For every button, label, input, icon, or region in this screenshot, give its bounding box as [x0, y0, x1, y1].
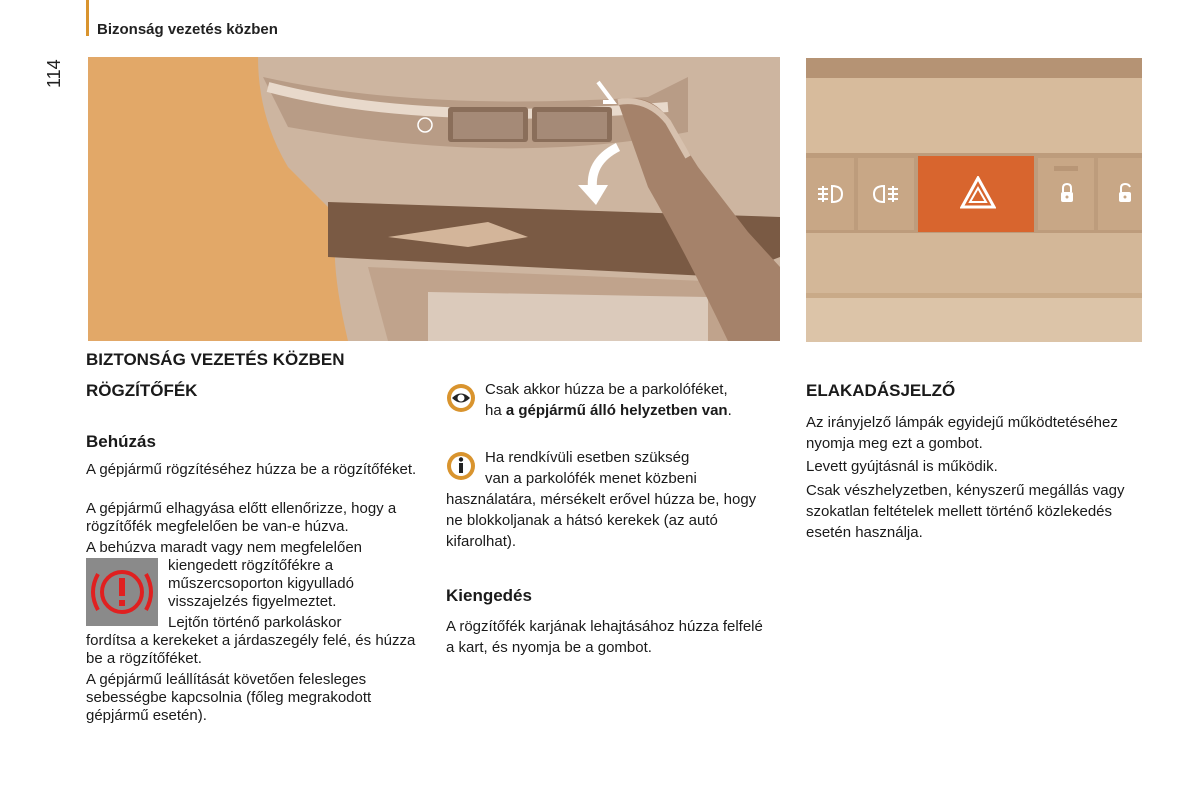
- eye-icon: [446, 383, 476, 413]
- hazard-heading-text: ELAKADÁSJELZŐ: [806, 381, 956, 400]
- note-1-line-2-post: .: [727, 402, 732, 419]
- col1-paragraph-3-line-3: visszajelzés figyelmeztet.: [168, 593, 337, 610]
- note-1-line-2: [485, 400, 732, 421]
- col2-paragraph-1: A rögzítőfék karjának lehajtásához húzza felfelé a kart, és nyomja be a gombot.: [446, 618, 763, 656]
- section-header: Bizonság vezetés közben: [97, 21, 278, 38]
- sub-heading: [86, 381, 197, 401]
- col1-paragraph-3-line-1: kiengedett rögzítőfékre a: [168, 557, 334, 574]
- note-2-line-1: Ha rendkívüli esetben szükség: [485, 449, 690, 466]
- hazard-heading: [806, 381, 955, 401]
- kiengedes-heading-text: Kiengedés: [446, 586, 532, 605]
- main-heading: [86, 350, 345, 370]
- behuzas-heading-text: Behúzás: [86, 432, 156, 451]
- hazard-triangle-icon[interactable]: [960, 176, 996, 210]
- col3-paragraph-2: Levett gyújtásnál is működik.: [806, 458, 998, 475]
- rear-fog-light-icon: [870, 182, 902, 206]
- behuzas-heading: [86, 432, 156, 452]
- note-1-line-1: Csak akkor húzza be a parkolóféket,: [485, 381, 728, 398]
- fog-light-icon: [814, 182, 846, 206]
- page-number: 114: [44, 59, 64, 88]
- main-heading-text: BIZTONSÁG VEZETÉS KÖZBEN: [86, 350, 345, 369]
- col1-paragraph-1: A gépjármű rögzítéséhez húzza be a rögzítőféket.: [86, 461, 417, 478]
- sub-heading-text: RÖGZÍTŐFÉK: [86, 381, 198, 400]
- col1-paragraph-4-rest: fordítsa a kerekeket a járdaszegély felé, és húzza be a rögzítőféket.: [86, 632, 416, 667]
- handbrake-illustration: [88, 57, 780, 341]
- note-1-line-2-bold: a gépjármű álló helyzetben van: [505, 402, 728, 419]
- info-icon: [446, 451, 476, 481]
- note-1-line-2-pre: ha: [485, 402, 506, 419]
- col3-paragraph-3: Csak vészhelyzetben, kényszerű megállás vagy szokatlan feltételek mellett történő közlekedés esetén használja.: [806, 482, 1125, 541]
- lock-icon: [1058, 182, 1076, 204]
- hazard-panel-illustration: [806, 58, 1142, 342]
- col1-paragraph-3-intro: A behúzva maradt vagy nem megfelelően: [86, 539, 362, 556]
- col1-paragraph-4-line-1: Lejtőn történő parkoláskor: [168, 614, 342, 631]
- col1-paragraph-5: A gépjármű leállítását követően felesleges sebességbe kapcsolnia (főleg megrakodott gépjármű esetén).: [86, 671, 372, 724]
- unlock-icon: [1116, 182, 1136, 204]
- col1-paragraph-2: A gépjármű elhagyása előtt ellenőrizze, hogy a rögzítőfék megfelelően be van-e húzva.: [86, 500, 397, 535]
- kiengedes-heading: [446, 586, 532, 606]
- section-accent-bar: [86, 0, 89, 36]
- note-2-rest: használatára, mérsékelt erővel húzza be, hogy ne blokkoljanak a hátsó kerekek (az autó kifarolhat).: [446, 491, 757, 550]
- col1-paragraph-3-line-2: műszercsoporton kigyulladó: [168, 575, 354, 592]
- note-2-line-2: van a parkolófék menet közbeni: [485, 470, 697, 487]
- parking-brake-warning-icon: [86, 558, 158, 626]
- col3-paragraph-1: Az irányjelző lámpák egyidejű működtetéséhez nyomja meg ezt a gombot.: [806, 414, 1118, 452]
